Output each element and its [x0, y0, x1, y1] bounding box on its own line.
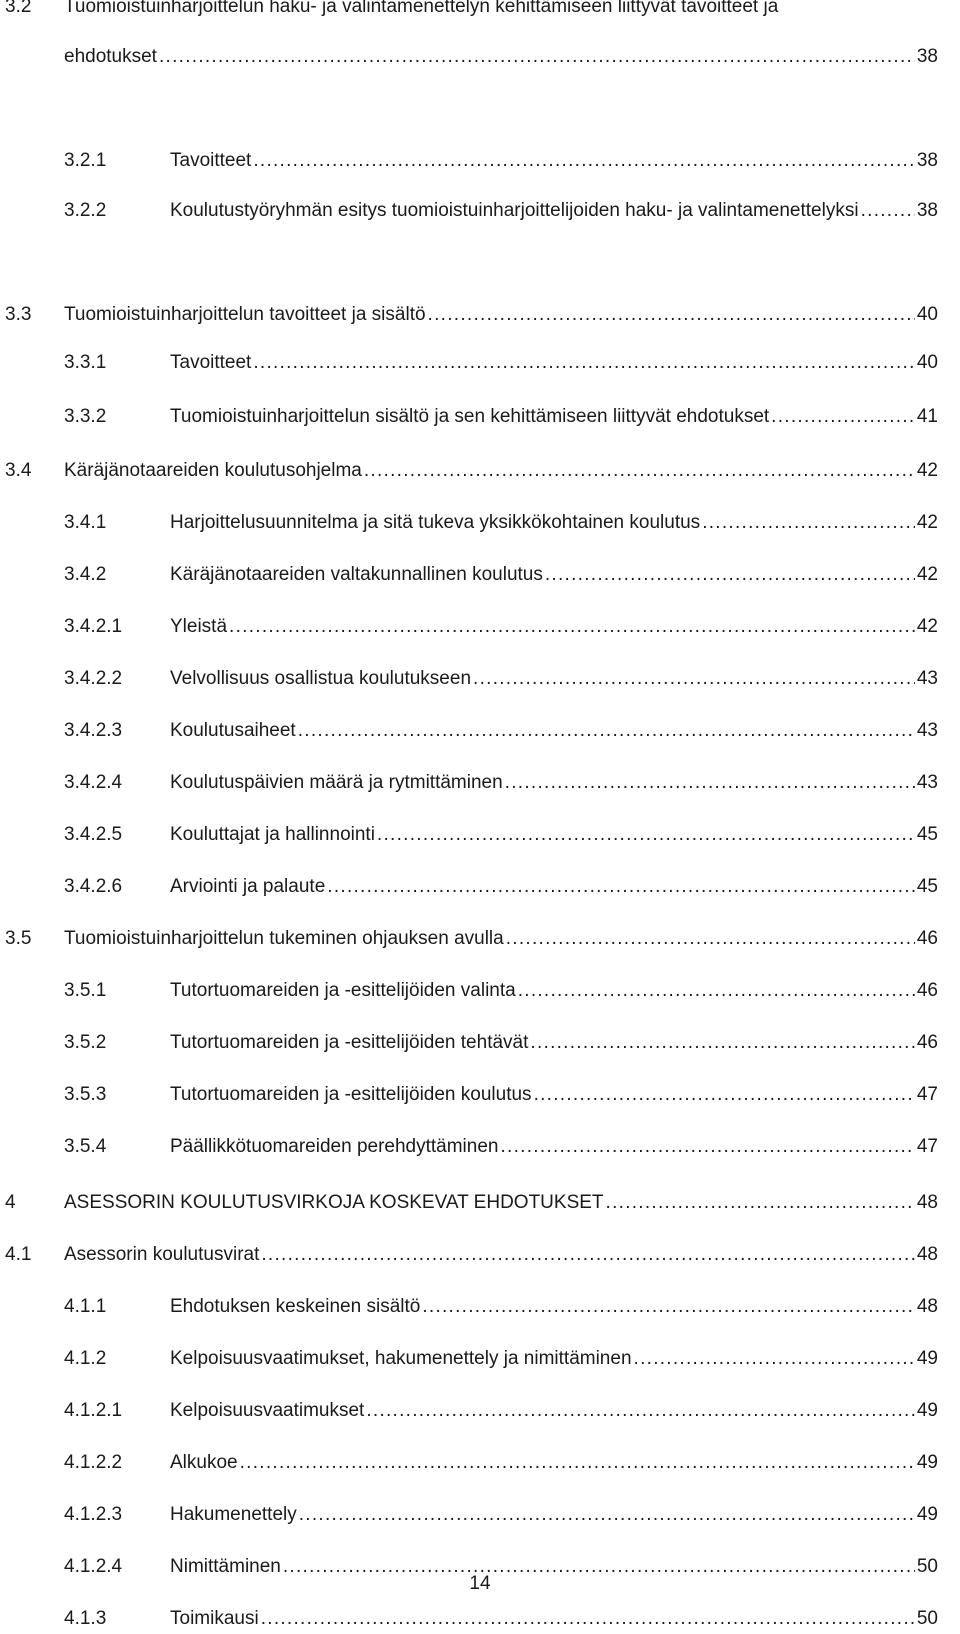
toc-entry[interactable]	[0, 1396, 960, 1426]
toc-entry-line	[64, 42, 938, 72]
toc-entry-line	[170, 508, 938, 538]
toc-entry-line	[170, 976, 938, 1006]
toc-entry-number: 3.4.2.5	[64, 824, 123, 845]
toc-entry[interactable]	[0, 820, 960, 850]
toc-entry-line	[64, 300, 938, 330]
dot-leader	[159, 42, 915, 72]
dot-leader	[518, 976, 915, 1006]
toc-entry-title: Alkukoe	[170, 1452, 238, 1473]
toc-entry-title: Tuomioistuinharjoittelun tavoitteet ja sisältö	[64, 304, 426, 325]
toc-entry-title: Harjoittelusuunnitelma ja sitä tukeva yksikkökohtainen koulutus	[170, 512, 701, 533]
toc-entry[interactable]	[0, 1188, 960, 1218]
dot-leader	[428, 300, 915, 330]
toc-entry[interactable]	[0, 1604, 960, 1634]
dot-leader	[377, 820, 915, 850]
dot-leader	[530, 1028, 914, 1058]
toc-entry-number: 3.5.4	[64, 1136, 107, 1157]
toc-entry-number: 3.5	[5, 928, 32, 949]
toc-entry-line	[170, 1604, 938, 1634]
toc-entry-line	[170, 1132, 938, 1162]
toc-entry-page: 48	[916, 1244, 938, 1265]
toc-entry[interactable]	[0, 560, 960, 590]
toc-entry-line	[170, 664, 938, 694]
toc-entry-number: 4.1	[5, 1244, 32, 1265]
toc-entry-page: 48	[916, 1192, 938, 1213]
toc-entry-title: Nimittäminen	[170, 1556, 281, 1577]
dot-leader	[327, 872, 915, 902]
toc-entry-title: Kelpoisuusvaatimukset, hakumenettely ja nimittäminen	[170, 1348, 632, 1369]
toc-entry-title: Koulutuspäivien määrä ja rytmittäminen	[170, 772, 503, 793]
dot-leader	[473, 664, 915, 694]
toc-entry-title: Koulutusaiheet	[170, 720, 296, 741]
toc-entry-title: Kouluttajat ja hallinnointi	[170, 824, 375, 845]
toc-entry[interactable]	[0, 716, 960, 746]
toc-entry[interactable]	[0, 402, 960, 432]
toc-entry[interactable]	[0, 976, 960, 1006]
toc-entry-page: 47	[916, 1136, 938, 1157]
page-number: 14	[469, 1573, 491, 1594]
toc-entry-number: 3.5.1	[64, 980, 107, 1001]
toc-entry[interactable]	[0, 924, 960, 954]
toc-entry-number: 4.1.2.2	[64, 1452, 123, 1473]
toc-entry-page: 43	[916, 720, 938, 741]
toc-entry[interactable]	[0, 196, 960, 226]
toc-entry-number: 4.1.1	[64, 1296, 107, 1317]
toc-entry-line	[170, 146, 938, 176]
toc-entry-number: 3.2.1	[64, 150, 107, 171]
toc-entry-page: 50	[916, 1556, 938, 1577]
toc-entry-title: Päällikkötuomareiden perehdyttäminen	[170, 1136, 499, 1157]
toc-entry[interactable]	[0, 1344, 960, 1374]
dot-leader	[606, 1188, 915, 1218]
toc-entry-title: Hakumenettely	[170, 1504, 297, 1525]
toc-entry-title: Tutortuomareiden ja -esittelijöiden koulutus	[170, 1084, 532, 1105]
dot-leader	[500, 1132, 914, 1162]
toc-entry-number: 3.5.3	[64, 1084, 107, 1105]
toc-entry[interactable]	[0, 348, 960, 378]
toc-entry-title: Yleistä	[170, 616, 228, 637]
toc-entry[interactable]	[0, 1132, 960, 1162]
toc-entry-page: 40	[916, 352, 938, 373]
toc-entry[interactable]	[0, 1292, 960, 1322]
toc-entry-line	[170, 560, 938, 590]
toc-entry[interactable]	[0, 664, 960, 694]
toc-entry-page: 45	[916, 824, 938, 845]
toc-entry-title: Tavoitteet	[170, 150, 252, 171]
toc-entry-number: 3.4.2.2	[64, 668, 123, 689]
toc-entry-page: 42	[916, 616, 938, 637]
toc-entry-number: 4.1.3	[64, 1608, 107, 1629]
toc-entry-title-first-line: Tuomioistuinharjoittelun haku- ja valintamenettelyn kehittämiseen liittyvät tavoitteet ja	[64, 0, 779, 17]
toc-entry-line	[170, 1344, 938, 1374]
toc-entry-number: 3.4.2.6	[64, 876, 123, 897]
dot-leader	[634, 1344, 915, 1374]
toc-entry[interactable]	[0, 1448, 960, 1478]
dot-leader	[506, 924, 915, 954]
toc-entry-number: 4.1.2	[64, 1348, 107, 1369]
dot-leader	[702, 508, 915, 538]
toc-entry-line	[170, 1448, 938, 1478]
toc-entry-number: 3.2.2	[64, 200, 107, 221]
toc-entry-title: Tutortuomareiden ja -esittelijöiden valinta	[170, 980, 516, 1001]
toc-entry-line	[170, 612, 938, 642]
toc-entry-title: Kelpoisuusvaatimukset	[170, 1400, 365, 1421]
toc-entry-line	[170, 872, 938, 902]
toc-entry-title: Käräjänotaareiden koulutusohjelma	[64, 460, 362, 481]
toc-entry-number: 3.2	[5, 0, 32, 17]
dot-leader	[364, 456, 915, 486]
dot-leader	[534, 1080, 915, 1110]
dot-leader	[366, 1396, 915, 1426]
toc-entry-number: 4	[5, 1192, 16, 1213]
toc-entry-page: 48	[916, 1296, 938, 1317]
toc-entry-number: 3.5.2	[64, 1032, 107, 1053]
toc-entry-number: 3.4.2	[64, 564, 107, 585]
toc-entry[interactable]	[0, 1500, 960, 1530]
toc-entry-line	[64, 1240, 938, 1270]
toc-entry[interactable]	[0, 456, 960, 486]
dot-leader	[240, 1448, 915, 1478]
toc-entry-number: 3.4.1	[64, 512, 107, 533]
toc-entry-page: 38	[916, 150, 938, 171]
toc-entry-title: Tavoitteet	[170, 352, 252, 373]
toc-entry-line	[170, 1028, 938, 1058]
toc-entry-line	[64, 924, 938, 954]
dot-leader	[253, 146, 915, 176]
toc-entry-line	[170, 348, 938, 378]
toc-entry-number: 4.1.2.3	[64, 1504, 123, 1525]
toc-entry-line	[170, 768, 938, 798]
toc-entry[interactable]	[0, 300, 960, 330]
toc-entry-number: 3.4.2.4	[64, 772, 123, 793]
toc-entry-number: 3.4.2.1	[64, 616, 123, 637]
toc-entry-line	[170, 1292, 938, 1322]
toc-entry[interactable]	[0, 1080, 960, 1110]
toc-entry-number: 4.1.2.4	[64, 1556, 123, 1577]
toc-entry-title: Toimikausi	[170, 1608, 259, 1629]
toc-entry-line	[170, 716, 938, 746]
toc-entry-title: Koulutustyöryhmän esitys tuomioistuinharjoittelijoiden haku- ja valintamenettelyksi	[170, 200, 859, 221]
toc-entry-line	[170, 1080, 938, 1110]
toc-entry-page: 46	[916, 1032, 938, 1053]
toc-entry-line	[64, 456, 938, 486]
toc-entry-number: 3.3.2	[64, 406, 107, 427]
toc-entry-title: Velvollisuus osallistua koulutukseen	[170, 668, 472, 689]
toc-entry[interactable]	[0, 872, 960, 902]
toc-entry-line	[170, 196, 938, 226]
toc-entry-page: 43	[916, 772, 938, 793]
toc-entry[interactable]	[0, 0, 960, 72]
toc-entry-line	[170, 402, 938, 432]
toc-entry-title: ehdotukset	[64, 46, 157, 67]
toc-entry-page: 40	[916, 304, 938, 325]
toc-entry-line	[64, 1188, 938, 1218]
toc-entry-title: Ehdotuksen keskeinen sisältö	[170, 1296, 421, 1317]
dot-leader	[253, 348, 915, 378]
toc-entry-line	[170, 1500, 938, 1530]
toc-entry-page: 45	[916, 876, 938, 897]
toc-entry-page: 46	[916, 928, 938, 949]
toc-entry-page: 46	[916, 980, 938, 1001]
dot-leader	[261, 1604, 915, 1634]
toc-entry-line	[170, 820, 938, 850]
dot-leader	[422, 1292, 915, 1322]
toc-entry-title: Tutortuomareiden ja -esittelijöiden tehtävät	[170, 1032, 529, 1053]
dot-leader	[298, 716, 915, 746]
toc-entry-page: 38	[916, 46, 938, 67]
toc-entry[interactable]	[0, 508, 960, 538]
dot-leader	[771, 402, 915, 432]
toc-entry-number: 3.3	[5, 304, 32, 325]
toc-entry[interactable]	[0, 612, 960, 642]
dot-leader	[299, 1500, 915, 1530]
dot-leader	[861, 196, 915, 226]
toc-entry-number: 4.1.2.1	[64, 1400, 123, 1421]
toc-entry-title: Käräjänotaareiden valtakunnallinen koulutus	[170, 564, 543, 585]
dot-leader	[505, 768, 915, 798]
toc-entry-page: 49	[916, 1348, 938, 1369]
toc-entry[interactable]	[0, 146, 960, 176]
toc-entry-page: 43	[916, 668, 938, 689]
toc-entry-page: 50	[916, 1608, 938, 1629]
toc-entry[interactable]	[0, 768, 960, 798]
toc-entry-number: 3.4.2.3	[64, 720, 123, 741]
toc-entry-title: Asessorin koulutusvirat	[64, 1244, 260, 1265]
toc-entry-title: Tuomioistuinharjoittelun tukeminen ohjauksen avulla	[64, 928, 504, 949]
toc-entry-title: ASESSORIN KOULUTUSVIRKOJA KOSKEVAT EHDOTUKSET	[64, 1192, 604, 1213]
toc-entry-title: Tuomioistuinharjoittelun sisältö ja sen kehittämiseen liittyvät ehdotukset	[170, 406, 770, 427]
toc-entry-page: 42	[916, 564, 938, 585]
toc-entry-page: 41	[916, 406, 938, 427]
toc-entry-page: 42	[916, 512, 938, 533]
toc-entry-page: 49	[916, 1400, 938, 1421]
toc-entry-number: 3.4	[5, 460, 32, 481]
toc-entry-line	[170, 1396, 938, 1426]
toc-entry[interactable]	[0, 1240, 960, 1270]
toc-entry-title: Arviointi ja palaute	[170, 876, 326, 897]
toc-entry-page: 49	[916, 1504, 938, 1525]
toc-entry[interactable]	[0, 1028, 960, 1058]
dot-leader	[545, 560, 915, 590]
toc-entry-page: 49	[916, 1452, 938, 1473]
toc-entry-page: 42	[916, 460, 938, 481]
dot-leader	[229, 612, 915, 642]
toc-entry-page: 47	[916, 1084, 938, 1105]
toc-entry-number: 3.3.1	[64, 352, 107, 373]
toc-entry-page: 38	[916, 200, 938, 221]
dot-leader	[261, 1240, 914, 1270]
